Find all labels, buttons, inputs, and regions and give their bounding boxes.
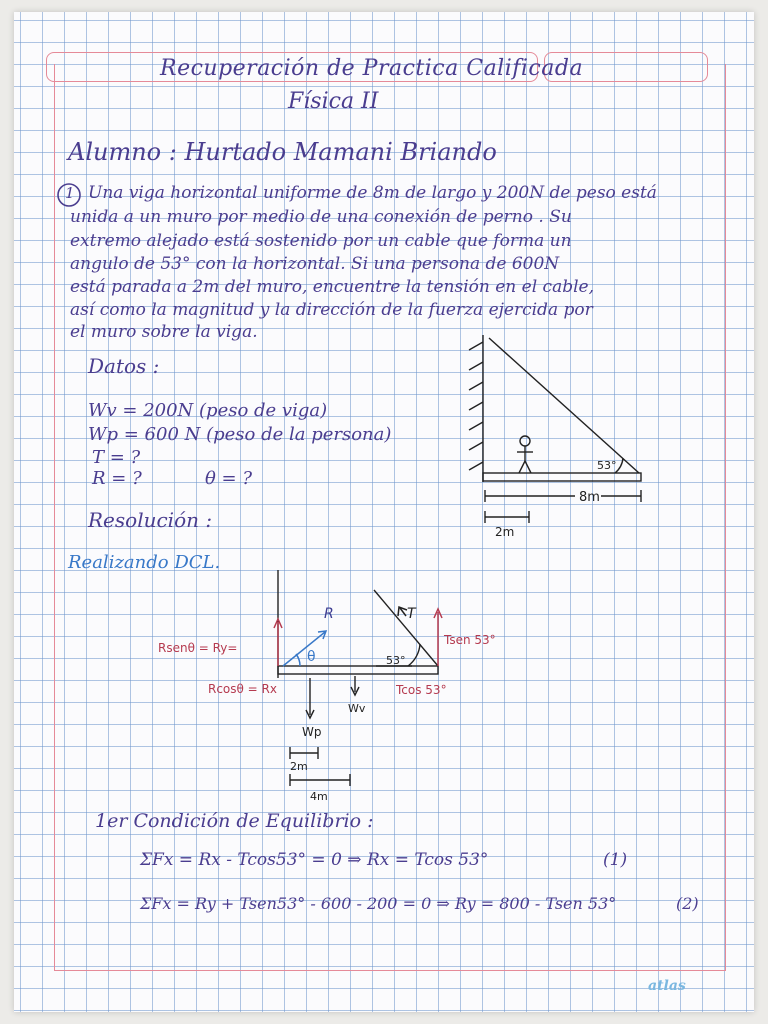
dcl-rcos-label: Rcosθ = Rx xyxy=(208,682,277,696)
problem-line-4: angulo de 53° con la horizontal. Si una persona de 600N xyxy=(70,254,560,274)
problem-line-5: está parada a 2m del muro, encuentre la tensión en el cable, xyxy=(70,277,594,297)
notebook-brand-logo: atlas xyxy=(648,978,686,994)
problem-line-1: Una viga horizontal uniforme de 8m de largo y 200N de peso está xyxy=(88,183,657,203)
dcl-d2-label: 4m xyxy=(310,790,328,803)
dcl-angle-label: 53° xyxy=(386,654,406,667)
equilibrium-title: 1er Condición de Equilibrio : xyxy=(95,810,374,832)
datos-theta: θ = ? xyxy=(205,468,253,489)
dcl-beam xyxy=(278,666,438,674)
fig-dist-label: 2m xyxy=(495,525,515,539)
dcl-wp-label: Wp xyxy=(302,725,322,739)
cable xyxy=(489,338,639,473)
dcl-d1-label: 2m xyxy=(290,760,308,773)
resolution-title: Resolución : xyxy=(88,508,213,532)
free-body-diagram xyxy=(150,560,530,820)
dcl-wv-label: Wv xyxy=(348,702,366,715)
dcl-theta-label: θ xyxy=(307,649,316,665)
page-title: Recuperación de Practica Calificada xyxy=(160,56,584,81)
person-icon xyxy=(517,436,533,473)
dcl-rsen-label: Rsenθ = Ry= xyxy=(158,641,238,655)
theta-arc xyxy=(296,654,300,666)
datos-r: R = ? xyxy=(92,468,142,489)
fig-length-label: 8m xyxy=(579,490,600,505)
datos-wp: Wp = 600 N (peso de la persona) xyxy=(88,424,392,445)
dcl-r-label: R xyxy=(324,606,334,622)
dcl-angle-arc xyxy=(408,644,420,666)
problem-line-3: extremo alejado está sostenido por un cable que forma un xyxy=(70,231,572,251)
fig-angle-label: 53° xyxy=(597,459,617,472)
datos-title: Datos : xyxy=(88,354,160,378)
dcl-tcos-label: Tcos 53° xyxy=(396,683,447,697)
dcl-cable xyxy=(374,590,438,666)
problem-line-2: unida a un muro por medio de una conexión de perno . Su xyxy=(70,207,572,227)
equation-2: ΣFx = Ry + Tsen53° - 600 - 200 = 0 ⇒ Ry = 800 - Tsen 53° xyxy=(140,894,617,913)
dcl-t-label: T xyxy=(407,606,416,622)
subject-title: Física II xyxy=(288,89,379,114)
datos-t: T = ? xyxy=(92,447,141,468)
equation-1: ΣFx = Rx - Tcos53° = 0 ⇒ Rx = Tcos 53° xyxy=(140,850,489,870)
student-name: Alumno : Hurtado Mamani Briando xyxy=(68,138,497,166)
beam xyxy=(483,473,641,481)
problem-number: 1 xyxy=(65,184,75,202)
problem-figure xyxy=(455,330,655,545)
datos-wv: Wv = 200N (peso de viga) xyxy=(88,400,328,421)
dcl-tsen-label: Tsen 53° xyxy=(444,633,496,647)
problem-line-7: el muro sobre la viga. xyxy=(70,322,258,342)
equation-2-number: (2) xyxy=(676,894,699,913)
wall-hatch xyxy=(469,342,483,470)
r-arrow xyxy=(283,632,325,666)
problem-line-6: así como la magnitud y la dirección de la fuerza ejercida por xyxy=(70,300,593,320)
dcl-subtitle: Realizando DCL. xyxy=(68,552,221,573)
equation-1-number: (1) xyxy=(603,850,628,870)
